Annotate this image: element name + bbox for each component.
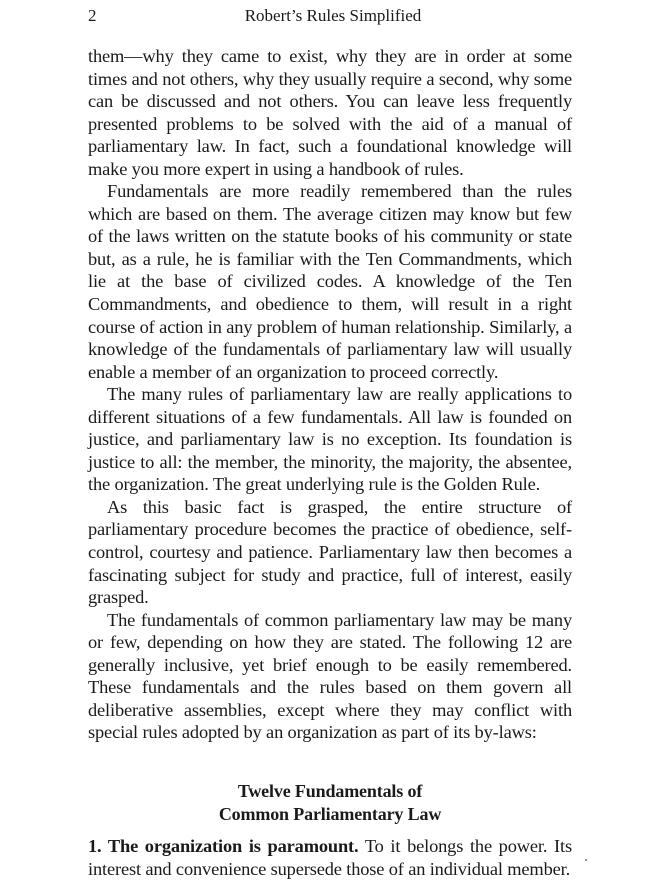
section-heading-line-1: Twelve Fundamentals of (237, 780, 423, 801)
paragraph-continued: them—why they came to exist, why they are in order at some times and not others, why they usually require a second, why some can be discussed and not others. You can leave less frequently presented problems to be solved with the aid of a manual of parliamentary law. In fact, such a foundational knowledge will make you more expert in using a handbook of rules. (88, 46, 572, 179)
fundamental-body: To it belongs the power. Its interest and convenience supersede those of an individual member. (88, 835, 572, 879)
paragraph-basic-fact: As this basic fact is grasped, the entire structure of parliamentary procedure becomes the practice of obedience, self-control, courtesy and patience. Parliamentary law then becomes a fascinating subject for study and practice, full of interest, easily grasped. (88, 496, 572, 608)
section-heading (88, 780, 572, 826)
section-heading-line-2: Common Parliamentary Law (218, 803, 442, 824)
paragraph-rules-applications: The many rules of parliamentary law are really applications to different situations of a few fundamentals. All law is founded on justice, and parliamentary law is no exception. Its foundation is justice to all: the member, the minority, the majority, the absentee, the organization. The great underlying rule is the Golden Rule. (88, 384, 572, 495)
paragraph-fundamentals-remembered: Fundamentals are more readily remembered than the rules which are based on them. The average citizen may know but few of the laws written on the statute books of his community or state but, as a rule, he is familiar with the Ten Commandments, which lie at the base of civilized codes. A knowledge of the Ten Commandments, and obedience to them, will result in a right course of action in any problem of human relationship. Similarly, a knowledge of the fundamentals of parliamentary law will usually enable a member of an organization to proceed correctly. (88, 181, 572, 382)
fundamental-item (88, 835, 572, 880)
scan-artifact-dot (585, 859, 587, 861)
page-number: 2 (88, 6, 97, 25)
page-body (88, 45, 572, 880)
page-header (88, 4, 572, 28)
fundamental-title: 1. The organization is paramount. (88, 835, 359, 856)
paragraph-fundamentals-intro: The fundamentals of common parliamentary law may be many or few, depending on how they are stated. The following 12 are generally inclusive, yet brief enough to be easily remembered. These fundamentals and the rules based on them govern all deliberative assemblies, except where they may conflict with special rules adopted by an organization as part of its by-laws: (88, 609, 572, 743)
running-title: Robert’s Rules Simplified (244, 6, 422, 25)
